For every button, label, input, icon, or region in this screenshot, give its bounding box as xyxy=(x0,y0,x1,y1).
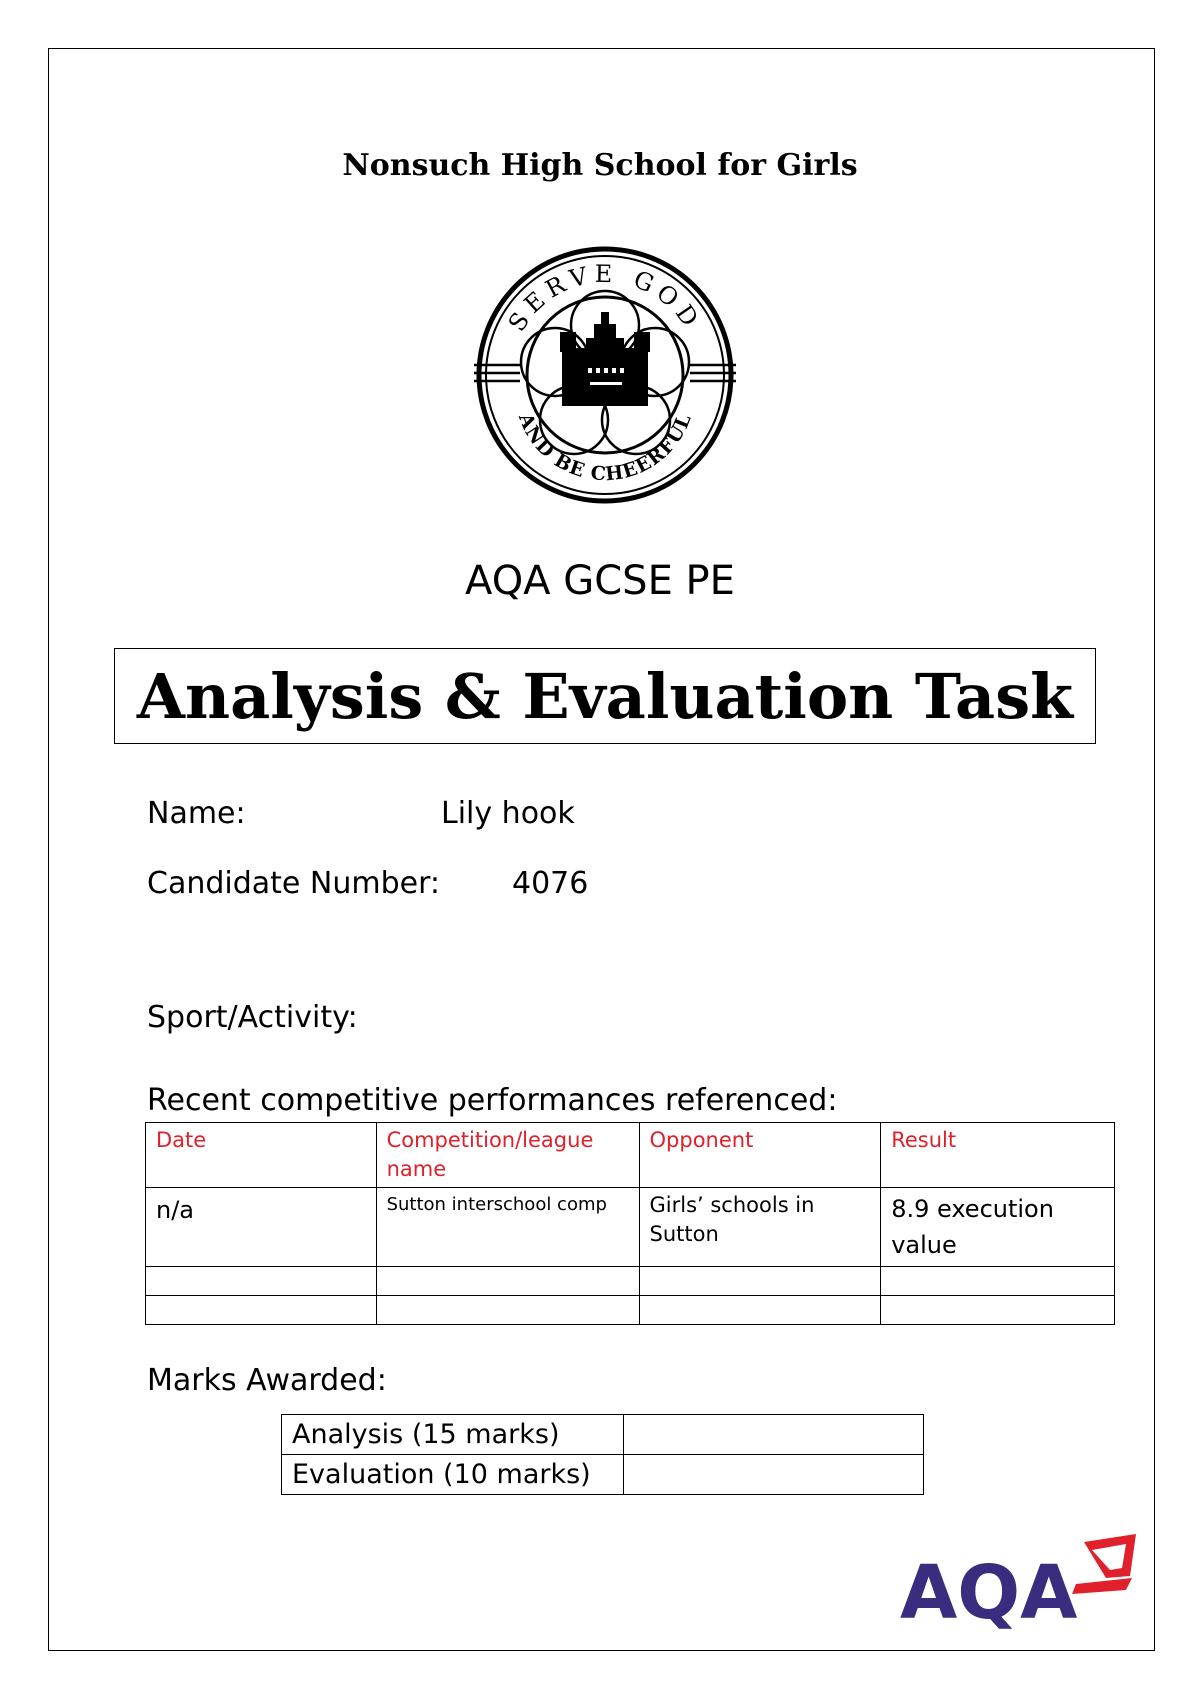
name-value: Lily hook xyxy=(441,796,575,831)
cell-competition xyxy=(376,1296,639,1325)
table-row xyxy=(146,1267,1115,1296)
cell-result: 8.9 execution value xyxy=(881,1188,1115,1267)
task-title: Analysis & Evaluation Task xyxy=(136,659,1074,733)
cell-date: n/a xyxy=(146,1188,377,1267)
header-opponent: Opponent xyxy=(639,1123,881,1188)
header-competition: Competition/league name xyxy=(376,1123,639,1188)
cell-date xyxy=(146,1296,377,1325)
marks-label-analysis: Analysis (15 marks) xyxy=(282,1415,624,1455)
marks-row xyxy=(282,1415,924,1455)
aqa-logo xyxy=(900,1530,1140,1630)
aqa-logo-mark-icon xyxy=(1072,1534,1136,1594)
school-name: Nonsuch High School for Girls xyxy=(342,148,858,183)
marks-value-evaluation xyxy=(623,1455,923,1495)
aqa-logo-text: AQA xyxy=(900,1550,1078,1630)
sport-activity-label: Sport/Activity: xyxy=(147,1000,358,1035)
performances-table xyxy=(145,1122,1115,1325)
cell-opponent xyxy=(639,1296,881,1325)
table-header-row xyxy=(146,1123,1115,1188)
cell-opponent xyxy=(639,1267,881,1296)
crest-motto-top: SERVE GOD xyxy=(502,259,708,337)
table-row xyxy=(146,1296,1115,1325)
header-date: Date xyxy=(146,1123,377,1188)
cell-result xyxy=(881,1267,1115,1296)
crest-motto-bottom: AND BE CHEERFUL xyxy=(514,410,696,486)
candidate-number-label: Candidate Number: xyxy=(147,866,440,901)
task-title-box xyxy=(114,648,1096,744)
cell-date xyxy=(146,1267,377,1296)
candidate-number-value: 4076 xyxy=(512,866,589,901)
marks-label-evaluation: Evaluation (10 marks) xyxy=(282,1455,624,1495)
marks-value-analysis xyxy=(623,1415,923,1455)
name-label: Name: xyxy=(147,796,246,831)
table-row xyxy=(146,1188,1115,1267)
cell-opponent: Girls’ schools in Sutton xyxy=(639,1188,881,1267)
header-result: Result xyxy=(881,1123,1115,1188)
marks-row xyxy=(282,1455,924,1495)
school-crest-logo xyxy=(470,240,740,510)
subject-heading: AQA GCSE PE xyxy=(465,558,735,604)
recent-performances-label: Recent competitive performances referenced: xyxy=(147,1083,838,1118)
marks-table xyxy=(281,1414,924,1495)
marks-awarded-label: Marks Awarded: xyxy=(147,1363,387,1398)
cell-competition xyxy=(376,1267,639,1296)
cell-competition: Sutton interschool comp xyxy=(376,1188,639,1267)
cell-result xyxy=(881,1296,1115,1325)
